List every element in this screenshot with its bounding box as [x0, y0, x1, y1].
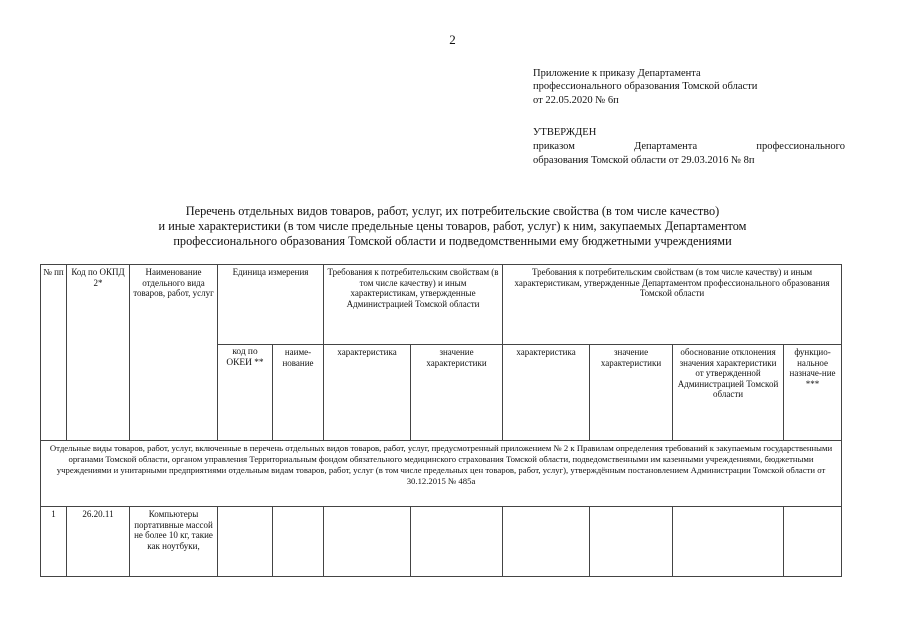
- subheader-admin-char: характеристика: [324, 345, 411, 441]
- table-row: [41, 507, 842, 577]
- cell-empty: [411, 507, 503, 577]
- cell-empty: [673, 507, 784, 577]
- header-num: № пп: [41, 265, 67, 441]
- cell-empty: [218, 507, 273, 577]
- title-line: и иные характеристики (в том числе предельные цены товаров, работ, услуг) к ним, закупаемых Департаментом: [158, 219, 747, 233]
- header-okpd: Код по ОКПД 2*: [67, 265, 130, 441]
- subheader-unit-name: наиме-нование: [273, 345, 324, 441]
- header-name: Наименование отдельного вида товаров, работ, услуг: [130, 265, 218, 441]
- appendix-note: [533, 67, 757, 107]
- cell-empty: [503, 507, 590, 577]
- cell-num: 1: [41, 507, 67, 577]
- section-description: Отдельные виды товаров, работ, услуг, включенные в перечень отдельных видов товаров, работ, услуг, предусмотренный приложением № 2 к Правилам определения требований к закупаемым государственными органами Томской области, органом управления Территориальным фондом обязательного медицинского страхования Томской области, подведомственными им казенными учреждениями, бюджетными учреждениями и унитарными предприятиями отдельным видам товаров, работ, услуг (в том числе предельных цен товаров, работ, услуг), утверждённым постановлением Администрации Томской области от 30.12.2015 № 485а: [41, 441, 842, 507]
- cell-empty: [324, 507, 411, 577]
- header-unit: Единица измерения: [218, 265, 324, 345]
- cell-empty: [784, 507, 842, 577]
- title-line: профессионального образования Томской области и подведомственными ему бюджетными учреждениями: [173, 234, 732, 248]
- approval-line: образования Томской области от 29.03.2016 № 8п: [533, 155, 755, 166]
- page-number: 2: [449, 32, 456, 47]
- approval-word: Департамента: [634, 141, 698, 152]
- appendix-line: Приложение к приказу Департамента: [533, 68, 701, 79]
- approval-word: приказом: [533, 141, 575, 152]
- cell-name: Компьютеры портативные массой не более 10 кг, такие как ноутбуки,: [130, 507, 218, 577]
- table-header-row: [41, 265, 842, 345]
- document-title: [40, 204, 865, 249]
- cell-okpd: 26.20.11: [67, 507, 130, 577]
- cell-empty: [273, 507, 324, 577]
- appendix-line: профессионального образования Томской области: [533, 81, 758, 93]
- subheader-dept-char: характеристика: [503, 345, 590, 441]
- table-section-row: [41, 441, 842, 507]
- header-req-admin: Требования к потребительским свойствам (в том числе качеству) и иным характеристикам, утвержденные Администрацией Томской области: [324, 265, 503, 345]
- subheader-okei-code: код по ОКЕИ **: [218, 345, 273, 441]
- approval-block: [533, 126, 845, 168]
- header-req-dept: Требования к потребительским свойствам (в том числе качеству) и иным характеристикам, утвержденные Департаментом профессионального образования Томской области: [503, 265, 842, 345]
- approval-word: профессионального: [756, 141, 845, 152]
- approval-heading: УТВЕРЖДЕН: [533, 127, 597, 138]
- cell-empty: [590, 507, 673, 577]
- approval-line: [533, 140, 845, 154]
- title-line: Перечень отдельных видов товаров, работ, услуг, их потребительские свойства (в том числе качество): [185, 204, 720, 218]
- requirements-table: [40, 264, 842, 577]
- appendix-line: от 22.05.2020 № 6п: [533, 94, 619, 106]
- subheader-admin-value: значение характеристики: [411, 345, 503, 441]
- subheader-dept-value: значение характеристики: [590, 345, 673, 441]
- subheader-dept-purpose: функцио-нальное назначе-ние ***: [784, 345, 842, 441]
- subheader-dept-justification: обоснование отклонения значения характеристики от утвержденной Администрацией Томской области: [673, 345, 784, 441]
